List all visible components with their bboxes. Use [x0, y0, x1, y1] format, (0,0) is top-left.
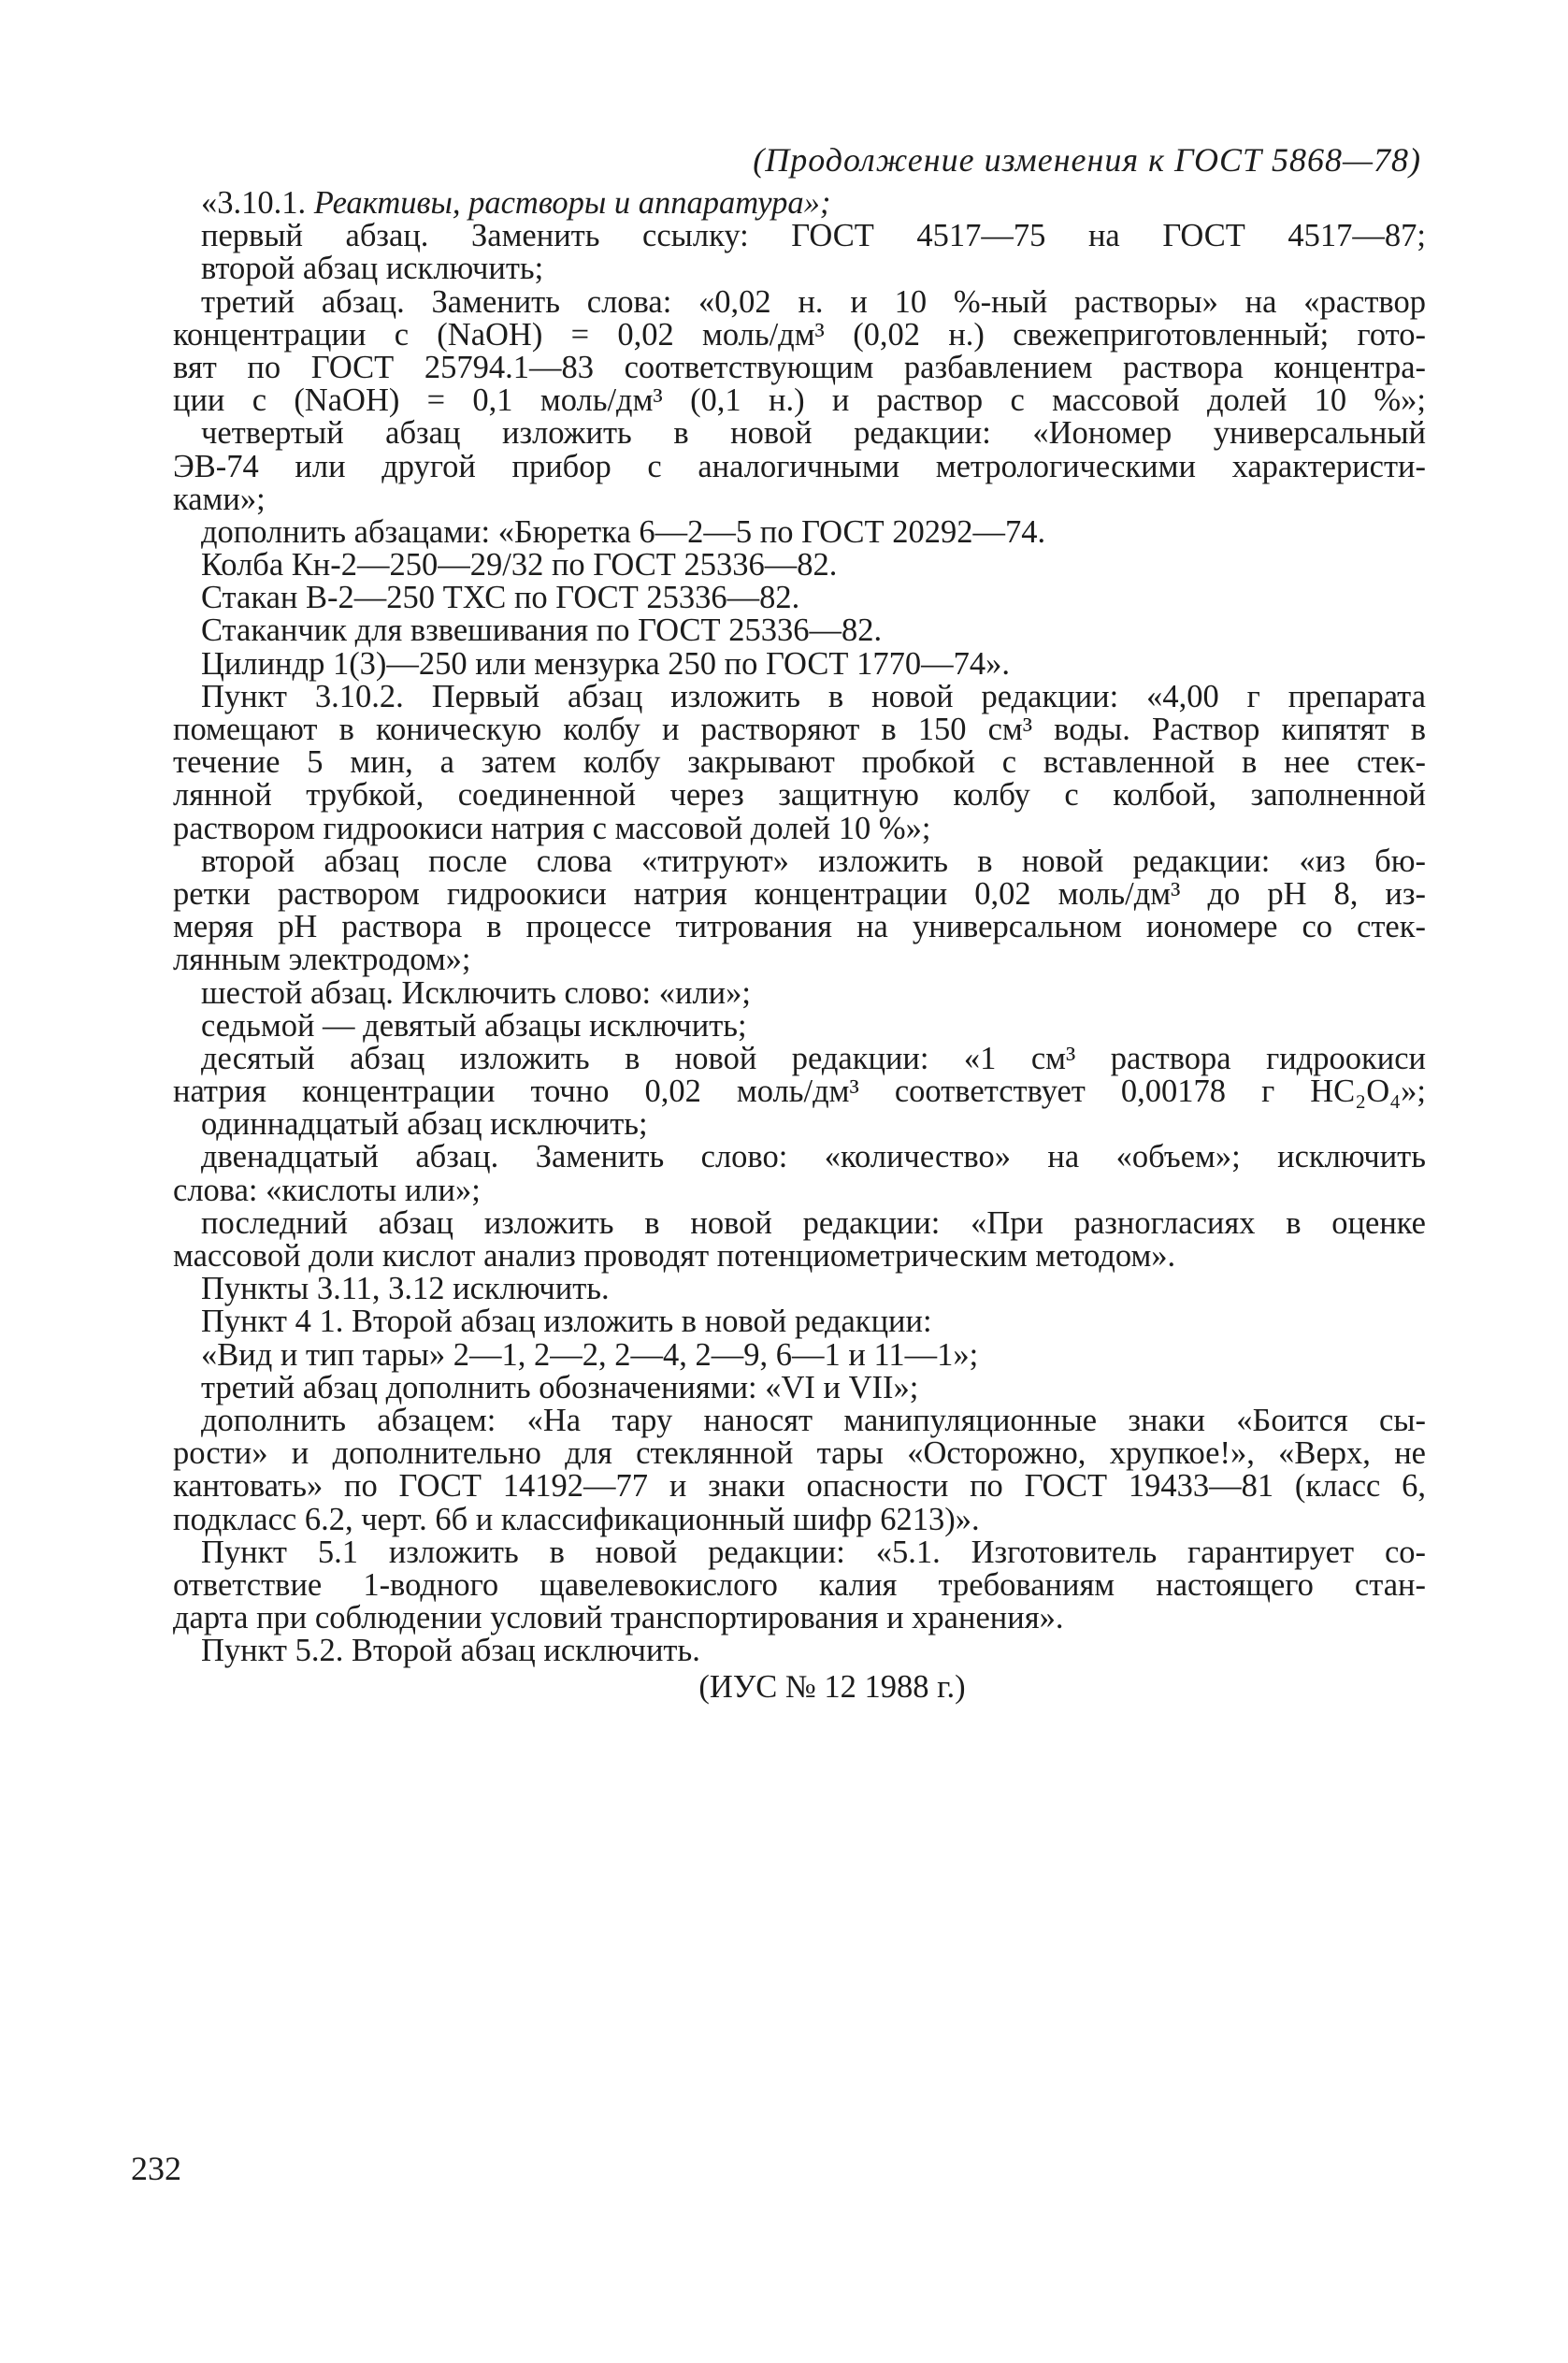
text-line: подкласс 6.2, черт. 6б и классификационный шифр 6213)».: [173, 1501, 980, 1537]
text-line: ками»;: [173, 481, 266, 517]
text-line: помещают в коническую колбу и растворяют в 150 см³ воды. Раствор кипятят в: [173, 712, 1426, 747]
text-line: «Вид и тип тары» 2—1, 2—2, 2—4, 2—9, 6—1 и 11—1»;: [201, 1336, 979, 1373]
text-line: ЭВ-74 или другой прибор с аналогичными метрологическими характеристи-: [173, 448, 1426, 484]
text-line: течение 5 мин, а затем колбу закрывают пробкой с вставленной в нее стек-: [173, 744, 1426, 781]
text-line: меряя рН раствора в процессе титрования на универсальном иономере со стек-: [173, 909, 1426, 945]
text-line: Пункт 5.2. Второй абзац исключить.: [201, 1633, 700, 1669]
text-line: третий абзац. Заменить слова: «0,02 н. и 10 %-ный растворы» на «раствор: [201, 283, 1426, 320]
text-line: слова: «кислоты или»;: [173, 1172, 481, 1208]
text-line: Пункты 3.11, 3.12 исключить.: [201, 1271, 610, 1307]
text-line: лянным электродом»;: [173, 942, 471, 978]
text-line: седьмой — девятый абзацы исключить;: [201, 1007, 747, 1044]
text-line: второй абзац исключить;: [201, 251, 544, 287]
text-line: массовой доли кислот анализ проводят потенциометрическим методом».: [173, 1238, 1176, 1274]
text-line: второй абзац после слова «титруют» изложить в новой редакции: «из бю-: [201, 843, 1426, 879]
text-line: последний абзац изложить в новой редакции: «При разногласиях в оценке: [201, 1204, 1426, 1241]
text-line: четвертый абзац изложить в новой редакции: «Иономер универсальный: [201, 415, 1426, 452]
text-line: Колба Кн-2—250—29/32 по ГОСТ 25336—82.: [201, 547, 838, 584]
text-line: [173, 187, 1426, 220]
text-line: Цилиндр 1(3)—250 или мензурка 250 по ГОСТ 1770—74».: [201, 645, 1010, 682]
text-line: Стакан В-2—250 ТХС по ГОСТ 25336—82.: [201, 580, 800, 616]
text-line: десятый абзац изложить в новой редакции: «1 см³ раствора гидроокиси: [201, 1040, 1426, 1076]
text-line: первый абзац. Заменить ссылку: ГОСТ 4517—75 на ГОСТ 4517—87;: [201, 218, 1426, 254]
text-line: Пункт 5.1 изложить в новой редакции: «5.1. Изготовитель гарантирует со-: [201, 1534, 1426, 1570]
text-line: вят по ГОСТ 25794.1—83 соответствующим разбавлением раствора концентра-: [173, 349, 1426, 385]
section-title: Реактивы, растворы и аппаратура»;: [313, 185, 831, 221]
text-line: ретки раствором гидроокиси натрия концентрации 0,02 моль/дм³ до рН 8, из-: [173, 875, 1426, 912]
text-line: натрия концентрации точно 0,02 моль/дм³ соответствует 0,00178 г НС₂О₄»;: [173, 1073, 1426, 1110]
text-line: шестой абзац. Исключить слово: «или»;: [201, 974, 751, 1011]
text-line: дополнить абзацами: «Бюретка 6—2—5 по ГОСТ 20292—74.: [201, 513, 1046, 550]
document-body: [173, 187, 1426, 1705]
text-line: двенадцатый абзац. Заменить слово: «количество» на «объем»; исключить: [201, 1139, 1426, 1175]
text-line: дарта при соблюдении условий транспортирования и хранения».: [173, 1600, 1064, 1636]
text-line: одиннадцатый абзац исключить;: [201, 1106, 648, 1143]
text-line: Пункт 4 1. Второй абзац изложить в новой редакции:: [201, 1304, 932, 1340]
text-line: рости» и дополнительно для стеклянной тары «Осторожно, хрупкое!», «Верх, не: [173, 1435, 1426, 1472]
text-line: концентрации с (NaOH) = 0,02 моль/дм³ (0,02 н.) свежеприготовленный; гото-: [173, 316, 1426, 353]
text-line: лянной трубкой, соединенной через защитную колбу с колбой, заполненной: [173, 777, 1426, 814]
text-line: раствором гидроокиси натрия с массовой долей 10 %»;: [173, 810, 931, 846]
text-line: третий абзац дополнить обозначениями: «VI и VII»;: [201, 1369, 919, 1405]
text-line: кантовать» по ГОСТ 14192—77 и знаки опасности по ГОСТ 19433—81 (класс 6,: [173, 1468, 1426, 1505]
text-line: дополнить абзацем: «На тару наносят манипуляционные знаки «Боится сы-: [201, 1402, 1426, 1438]
text-line: Пункт 3.10.2. Первый абзац изложить в новой редакции: «4,00 г препарата: [201, 678, 1426, 714]
text-line: ответствие 1-водного щавелевокислого калия требованиям настоящего стан-: [173, 1566, 1426, 1603]
page-header: (Продолжение изменения к ГОСТ 5868—78): [753, 141, 1421, 179]
text-line: Стаканчик для взвешивания по ГОСТ 25336—82.: [201, 612, 883, 649]
text-line: ции с (NaOH) = 0,1 моль/дм³ (0,1 н.) и раствор с массовой долей 10 %»;: [173, 382, 1426, 419]
section-number: «3.10.1.: [201, 185, 314, 221]
source-note: (ИУС № 12 1988 г.): [698, 1669, 966, 1706]
page-number: 232: [131, 2150, 181, 2187]
